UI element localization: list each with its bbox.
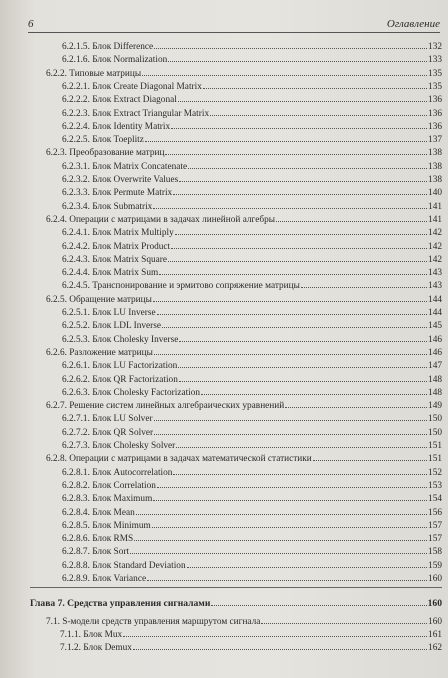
toc-entry[interactable]: [62, 373, 442, 385]
toc-entry[interactable]: [62, 466, 442, 478]
toc-entry-title: 6.2.7.3. Блок Cholesky Solver: [62, 441, 176, 451]
toc-entry-page: 144: [428, 308, 442, 318]
toc-entry-title: 6.2.3.2. Блок Overwrite Values: [62, 175, 179, 185]
toc-entry-title: 6.2.8.8. Блок Standard Deviation: [62, 560, 186, 571]
toc-entry[interactable]: [62, 439, 442, 451]
toc-entry[interactable]: [60, 628, 442, 640]
toc-entry-title: 6.2.8.2. Блок Correlation: [62, 480, 156, 491]
toc-entry-title: 6.2.7. Решение систем линейных алгебраических уравнений: [46, 401, 285, 412]
toc-entry-title: 6.2.4.2. Блок Matrix Product: [62, 241, 171, 252]
toc-entry[interactable]: [46, 346, 442, 358]
toc-entry-title: 6.2.4. Операции с матрицами в задачах линейной алгебры: [46, 214, 275, 225]
toc-entry-page: 138: [428, 148, 442, 159]
toc-entry[interactable]: [62, 266, 442, 278]
toc-entry-page: 136: [428, 121, 442, 132]
toc-entry-title: 6.2.8.3. Блок Maximum: [62, 494, 153, 505]
dot-leader: [130, 545, 427, 554]
toc-entry-title: 6.2.4.3. Блок Matrix Square: [62, 254, 168, 265]
divider: [30, 587, 442, 588]
toc-entry[interactable]: [62, 319, 442, 331]
dot-leader: [211, 597, 426, 606]
toc-entry-page: 157: [428, 520, 442, 531]
toc-entry-title: 6.2.6.2. Блок QR Factorization: [62, 374, 178, 385]
toc-entry-title: 6.2.3.1. Блок Matrix Concatenate: [62, 161, 188, 172]
dot-leader: [168, 53, 427, 62]
toc-entry-page: 150: [428, 414, 442, 425]
toc-entry-page: 151: [428, 454, 442, 465]
toc-entry[interactable]: [62, 107, 442, 119]
toc-entry-title: 6.2.5.1. Блок LU Inverse: [62, 308, 156, 318]
toc-entry-title: Глава 7. Средства управления сигналами: [30, 598, 211, 610]
dot-leader: [159, 266, 427, 275]
dot-leader: [152, 519, 427, 528]
toc-entry-title: 6.2.4.1. Блок Matrix Multiply: [62, 228, 174, 239]
toc-entry-title: 7.1. S-модели средств управления маршрутом сигнала: [46, 616, 261, 627]
toc-entry-title: 6.2.3. Преобразование матриц: [46, 148, 165, 159]
toc-entry[interactable]: [62, 492, 442, 504]
toc-entry-page: 144: [428, 294, 442, 305]
toc-entry-page: 145: [428, 321, 442, 332]
dot-leader: [153, 492, 427, 501]
toc-entry[interactable]: [62, 279, 442, 291]
toc-entry-page: 135: [428, 81, 442, 92]
toc-entry[interactable]: [46, 293, 442, 305]
toc-entry[interactable]: [62, 479, 442, 491]
dot-leader: [173, 466, 427, 475]
toc-entry-page: 159: [428, 560, 442, 571]
toc-entry-title: 7.1.2. Блок Demux: [60, 643, 132, 654]
toc-entry-page: 154: [428, 494, 442, 505]
toc-entry[interactable]: [62, 93, 442, 105]
toc-entry-page: 147: [428, 361, 442, 372]
dot-leader: [285, 399, 427, 408]
toc-entry-page: 135: [428, 68, 442, 79]
toc-entry-page: 142: [428, 241, 442, 252]
toc-entry-page: 136: [428, 108, 442, 119]
dot-leader: [175, 226, 427, 235]
dot-leader: [133, 641, 427, 650]
toc-entry[interactable]: [62, 160, 442, 172]
toc-entry[interactable]: [62, 253, 442, 265]
dot-leader: [145, 133, 427, 142]
dot-leader: [171, 120, 427, 129]
toc-entry-page: 148: [428, 387, 442, 398]
toc-entry-page: 156: [428, 507, 442, 518]
toc-entry-title: 6.2.5.2. Блок LDL Inverse: [62, 321, 161, 332]
toc-entry-title: 6.2.8.1. Блок Autocorrelation: [62, 467, 173, 478]
toc-entry-title: 6.2.2.5. Блок Toeplitz: [62, 135, 144, 146]
dot-leader: [157, 479, 427, 488]
toc-entry-page: 138: [428, 175, 442, 185]
dot-leader: [154, 40, 427, 49]
toc-entry-title: 6.2.8. Операции с матрицами в задачах математической статистики: [46, 454, 312, 465]
toc-entry[interactable]: [62, 80, 442, 92]
dot-leader: [203, 80, 427, 89]
toc-entry-title: 6.2.8.5. Блок Minimum: [62, 520, 151, 531]
dot-leader: [154, 346, 427, 355]
dot-leader: [301, 279, 427, 288]
dot-leader: [201, 386, 427, 395]
toc-entry-page: 150: [428, 427, 442, 438]
toc-entry-title: 6.2.6.3. Блок Cholesky Factorization: [62, 387, 201, 398]
toc-entry-title: 6.2.1.5. Блок Difference: [62, 42, 154, 52]
dot-leader: [157, 306, 427, 315]
toc-entry[interactable]: [62, 133, 442, 145]
toc-entry[interactable]: [62, 333, 442, 345]
toc-entry[interactable]: [62, 359, 442, 371]
toc-entry[interactable]: [62, 386, 442, 398]
toc-entry[interactable]: [46, 67, 442, 79]
toc-entry[interactable]: [62, 412, 442, 424]
dot-leader: [168, 253, 427, 262]
toc-entry-page: 160: [427, 598, 442, 610]
toc-entry-title: 6.2.5. Обращение матрицы: [46, 294, 152, 305]
toc-entry-title: 6.2.4.4. Блок Matrix Sum: [62, 268, 159, 279]
toc-entry-title: 6.2.8.9. Блок Variance: [62, 574, 147, 584]
toc-entry-page: 160: [428, 574, 442, 584]
toc-entry-page: 137: [428, 135, 442, 146]
running-title: Оглавление: [386, 18, 440, 30]
dot-leader: [261, 615, 427, 624]
toc-entry-title: 6.2.7.2. Блок QR Solver: [62, 427, 154, 438]
dot-leader: [154, 412, 427, 421]
toc-entry[interactable]: [62, 40, 442, 52]
toc-entry-title: 6.2.2.2. Блок Extract Diagonal: [62, 95, 177, 106]
toc-entry[interactable]: [62, 53, 442, 65]
toc-entry-page: 148: [428, 374, 442, 385]
dot-leader: [179, 173, 427, 182]
toc-entry-page: 160: [428, 616, 442, 627]
toc-chapter[interactable]: [30, 597, 442, 609]
toc-entry[interactable]: [46, 146, 442, 158]
dot-leader: [147, 572, 427, 581]
dot-leader: [153, 200, 427, 209]
toc-entry-page: 143: [428, 281, 442, 292]
toc-entry-title: 6.2.3.3. Блок Permute Matrix: [62, 188, 173, 199]
toc-entry[interactable]: [62, 186, 442, 198]
toc-entry[interactable]: [62, 200, 442, 212]
dot-leader: [210, 107, 427, 116]
dot-leader: [179, 333, 427, 342]
toc-entry-title: 6.2.3.4. Блок Submatrix: [62, 201, 153, 212]
toc-entry-page: 141: [428, 201, 442, 212]
toc-entry[interactable]: [62, 306, 442, 318]
toc-entry-title: 6.2.8.4. Блок Mean: [62, 507, 135, 518]
toc-entry-page: 143: [428, 268, 442, 279]
toc-entry[interactable]: [46, 399, 442, 411]
dot-leader: [171, 240, 427, 249]
toc-entry[interactable]: [62, 572, 442, 584]
toc-entry-title: 6.2.2. Типовые матрицы: [46, 68, 142, 79]
toc-entry-title: 6.2.2.3. Блок Extract Triangular Matrix: [62, 108, 210, 119]
toc-entry-page: 157: [428, 534, 442, 545]
toc-entry-page: 146: [428, 347, 442, 358]
toc-entry-page: 151: [428, 441, 442, 451]
toc-entry-page: 161: [428, 629, 442, 640]
toc-entry-page: 140: [428, 188, 442, 199]
toc-entry[interactable]: [46, 452, 442, 464]
toc-entry-title: 6.2.2.1. Блок Create Diagonal Matrix: [62, 81, 202, 92]
toc-entry-page: 153: [428, 480, 442, 491]
toc-entry[interactable]: [62, 519, 442, 531]
toc-entry-title: 6.2.5.3. Блок Cholesky Inverse: [62, 334, 179, 345]
dot-leader: [173, 186, 427, 195]
toc-entry[interactable]: [62, 506, 442, 518]
dot-leader: [179, 373, 427, 382]
toc-entry-page: 138: [428, 161, 442, 172]
dot-leader: [154, 426, 427, 435]
dot-leader: [165, 146, 427, 155]
dot-leader: [188, 160, 427, 169]
running-header: [28, 18, 440, 33]
toc-entry-page: 133: [428, 55, 442, 66]
dot-leader: [178, 93, 427, 102]
toc-entry[interactable]: [62, 532, 442, 544]
toc-entry-page: 152: [428, 467, 442, 478]
toc-entry-page: 162: [428, 643, 442, 654]
toc-entry[interactable]: [62, 240, 442, 252]
dot-leader: [313, 452, 427, 461]
toc-entry[interactable]: [46, 615, 442, 627]
toc-entry[interactable]: [62, 545, 442, 557]
toc-entry-title: 6.2.4.5. Транспонирование и эрмитово сопряжение матрицы: [62, 281, 300, 292]
toc-entry[interactable]: [46, 213, 442, 225]
toc-entry-page: 149: [428, 401, 442, 412]
toc-entry-title: 7.1.1. Блок Mux: [60, 629, 123, 640]
toc-entry-page: 141: [428, 214, 442, 225]
toc-entry-page: 142: [428, 254, 442, 265]
toc-entry-title: 6.2.7.1. Блок LU Solver: [62, 414, 153, 425]
toc-entry-page: 158: [428, 547, 442, 558]
dot-leader: [178, 359, 427, 368]
toc-entry[interactable]: [62, 173, 442, 185]
dot-leader: [153, 293, 427, 302]
toc-entry-title: 6.2.2.4. Блок Identity Matrix: [62, 121, 171, 132]
dot-leader: [134, 532, 427, 541]
toc-entry[interactable]: [62, 226, 442, 238]
toc-entry-page: 142: [428, 228, 442, 239]
dot-leader: [162, 319, 427, 328]
toc-entry-title: 6.2.6. Разложение матрицы: [46, 347, 153, 358]
toc-entry-title: 6.2.6.1. Блок LU Factorization: [62, 361, 178, 372]
toc-entry-page: 146: [428, 334, 442, 345]
dot-leader: [123, 628, 427, 637]
toc-entry[interactable]: [62, 559, 442, 571]
toc-entry-page: 132: [428, 42, 442, 52]
dot-leader: [176, 439, 427, 448]
toc-entry-title: 6.2.8.7. Блок Sort: [62, 547, 130, 558]
dot-leader: [276, 213, 427, 222]
toc-entry[interactable]: [60, 641, 442, 653]
dot-leader: [187, 559, 427, 568]
toc-entry-title: 6.2.1.6. Блок Normalization: [62, 55, 168, 66]
toc-entry[interactable]: [62, 120, 442, 132]
dot-leader: [136, 506, 427, 515]
dot-leader: [142, 67, 427, 76]
toc-entry[interactable]: [62, 426, 442, 438]
toc-entry-title: 6.2.8.6. Блок RMS: [62, 534, 134, 545]
toc-entry-page: 136: [428, 95, 442, 106]
page-number: 6: [28, 18, 34, 30]
